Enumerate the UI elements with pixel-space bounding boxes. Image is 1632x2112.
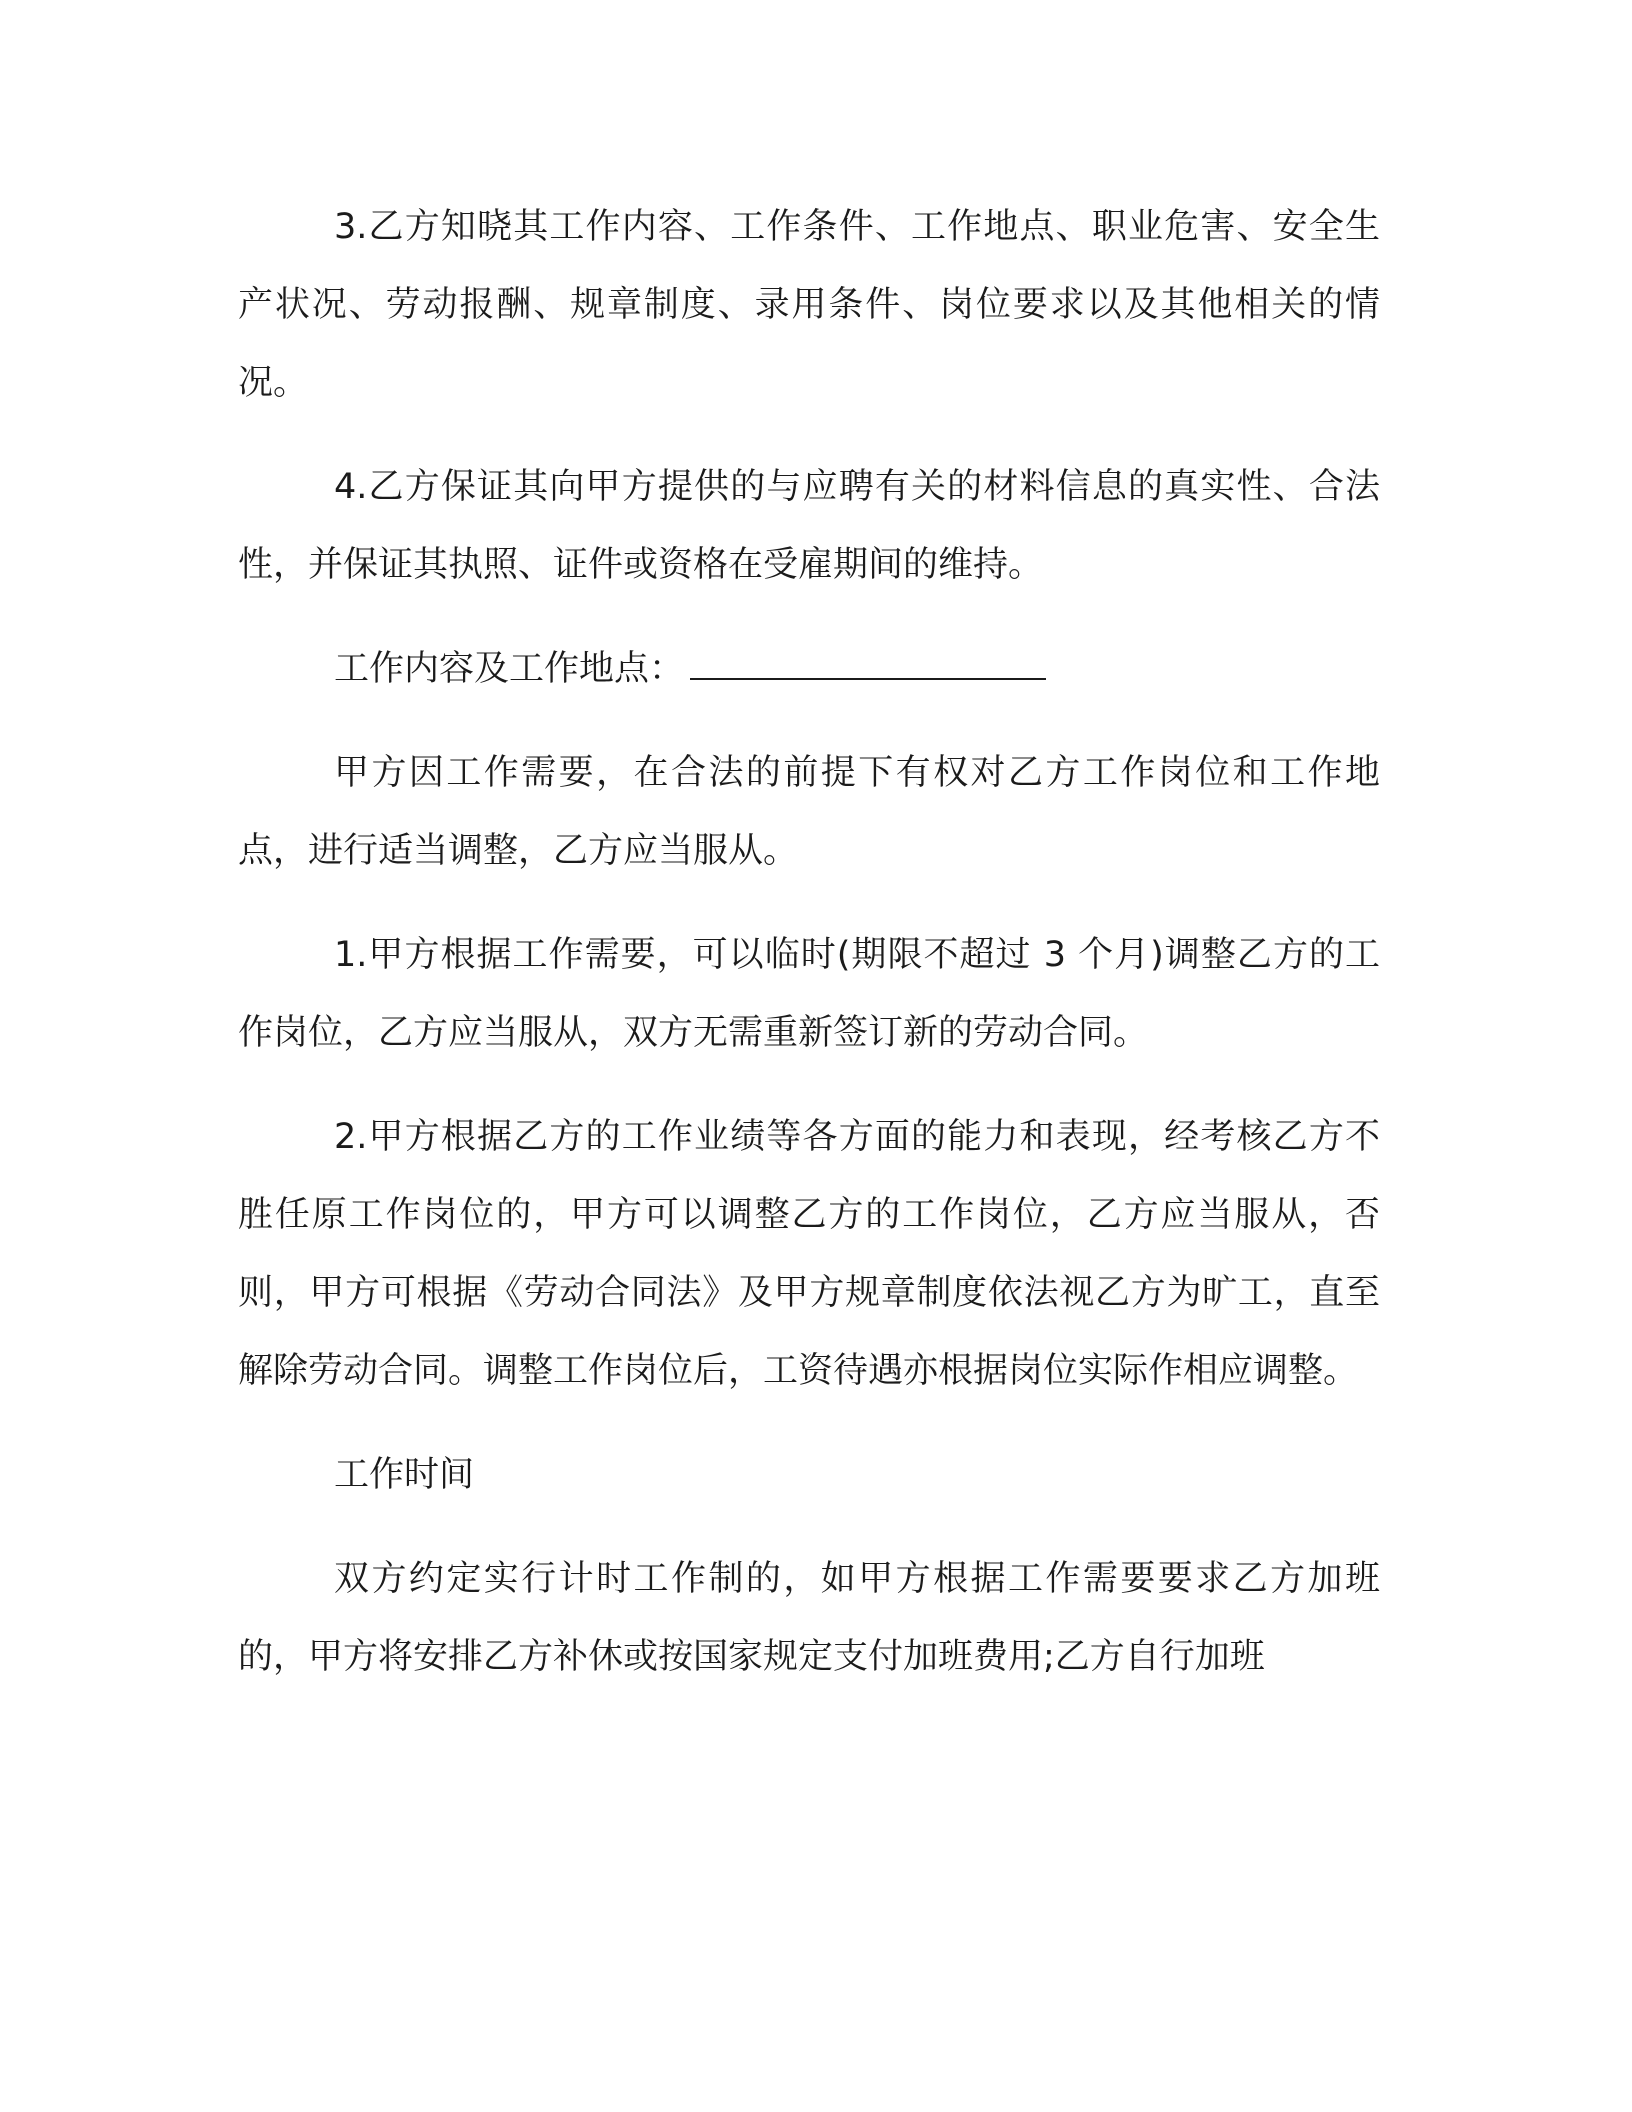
work-time-heading: 工作时间: [334, 1455, 475, 1495]
work-place-blank: [690, 638, 1046, 680]
adjustment-clause-2-paragraph: 2.甲方根据乙方的工作业绩等各方面的能力和表现，经考核乙方不胜任原工作岗位的，甲方可以调整乙方的工作岗位，乙方应当服从，否则，甲方可根据《劳动合同法》及甲方规章制度依法视乙方为旷工，直至解除劳动合同。调整工作岗位后，工资待遇亦根据岗位实际作相应调整。: [238, 1117, 1380, 1391]
adjustment-clause-1-paragraph: 1.甲方根据工作需要，可以临时(期限不超过 3 个月)调整乙方的工作岗位，乙方应当服从，双方无需重新签订新的劳动合同。: [238, 935, 1380, 1053]
work-place-label: 工作内容及工作地点：: [334, 649, 685, 689]
clause-4-paragraph: 4.乙方保证其向甲方提供的与应聘有关的材料信息的真实性、合法性，并保证其执照、证件或资格在受雇期间的维持。: [238, 467, 1380, 585]
clause-3-paragraph: 3.乙方知晓其工作内容、工作条件、工作地点、职业危害、安全生产状况、劳动报酬、规章制度、录用条件、岗位要求以及其他相关的情况。: [238, 207, 1380, 403]
work-place-line: [238, 630, 1380, 708]
adjustment-paragraph: 甲方因工作需要，在合法的前提下有权对乙方工作岗位和工作地点，进行适当调整，乙方应当服从。: [238, 753, 1380, 871]
document-body: [238, 188, 1380, 1722]
work-time-paragraph: 双方约定实行计时工作制的，如甲方根据工作需要要求乙方加班的，甲方将安排乙方补休或按国家规定支付加班费用;乙方自行加班: [238, 1559, 1380, 1677]
